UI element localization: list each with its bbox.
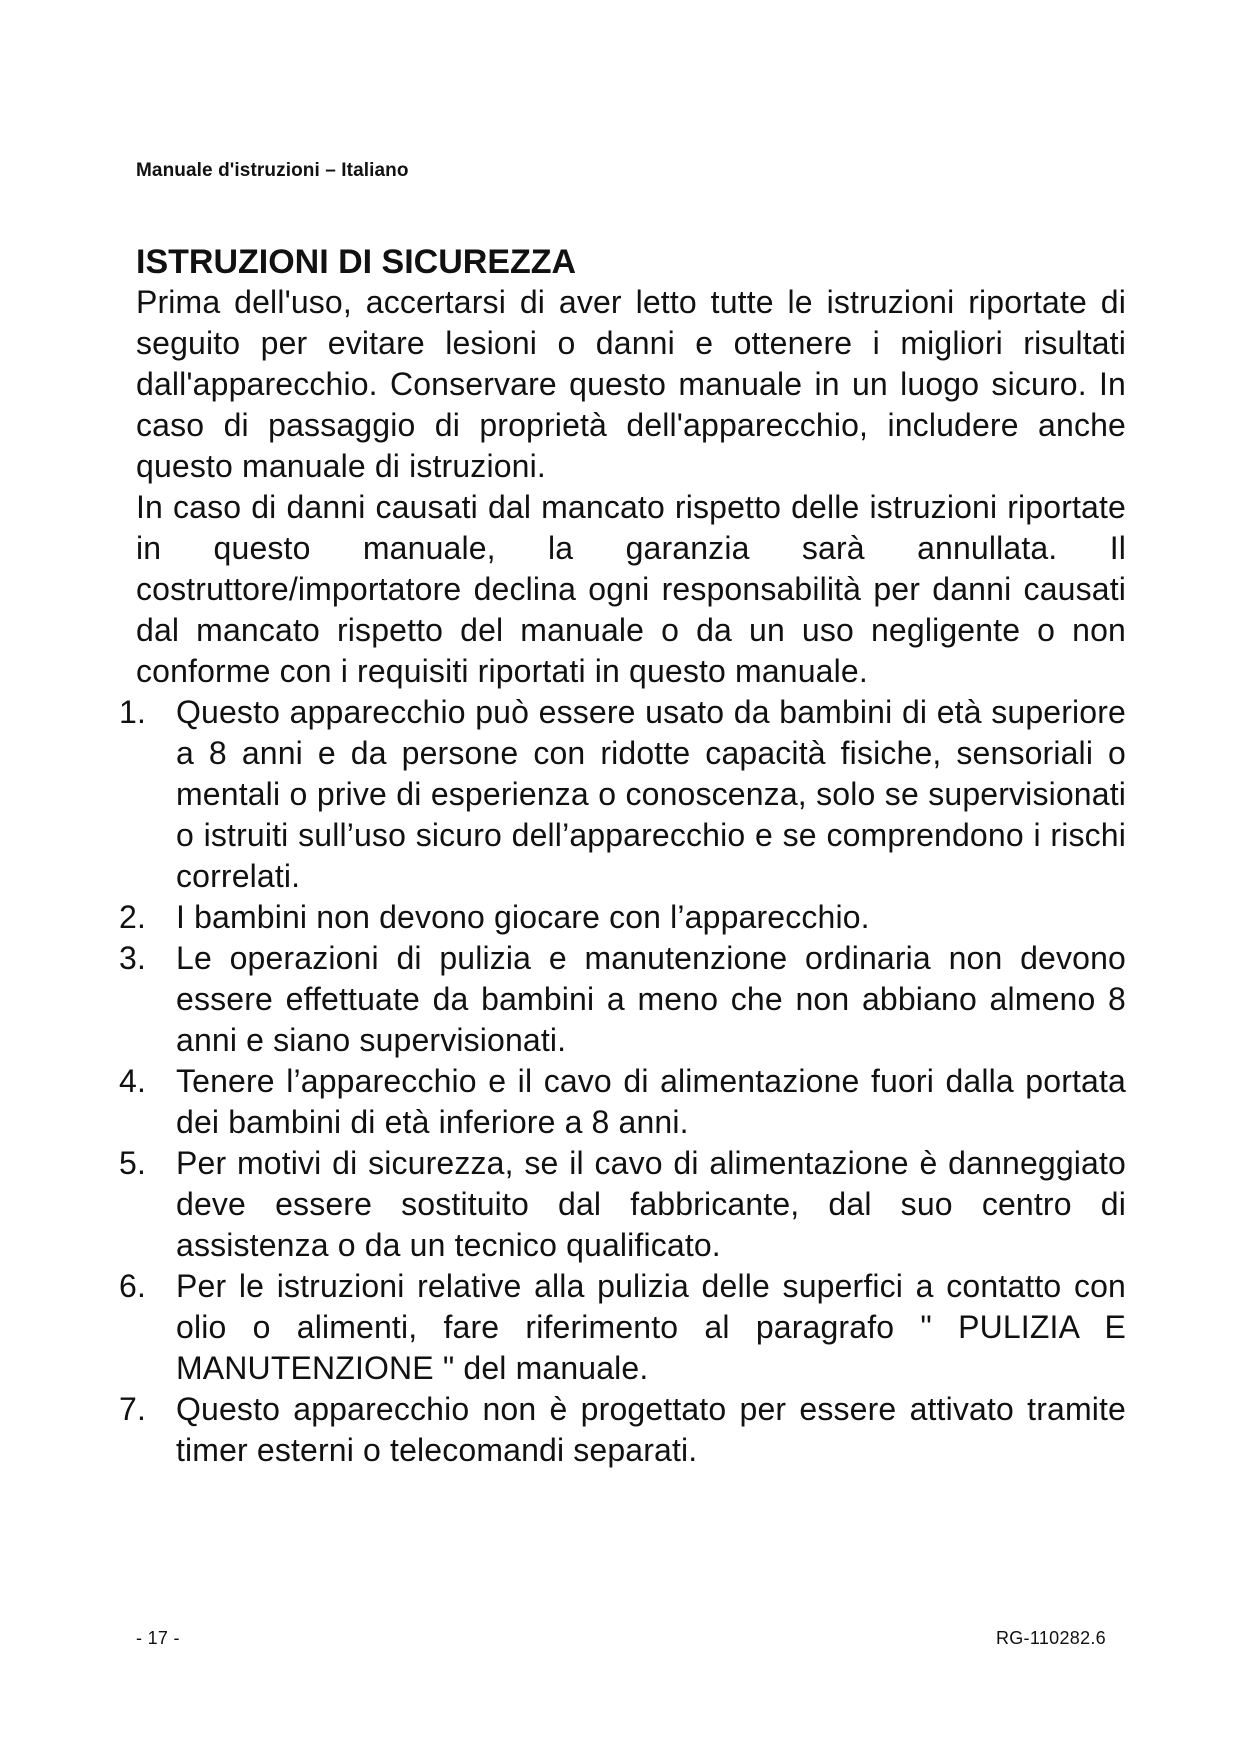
section-title: ISTRUZIONI DI SICUREZZA bbox=[136, 243, 577, 281]
list-item-text: Questo apparecchio non è progettato per essere attivato tramite timer esterni o telecomandi separati. bbox=[176, 1391, 1126, 1468]
list-item-text: Le operazioni di pulizia e manutenzione ordinaria non devono essere effettuate da bambini a meno che non abbiano almeno 8 anni e siano supervisionati. bbox=[176, 940, 1126, 1058]
warranty-paragraph: In caso di danni causati dal mancato rispetto delle istruzioni riportate in questo manuale, la garanzia sarà annullata. Il costruttore/importatore declina ogni responsabilità per danni causati dal mancato rispetto del manuale o da un uso negligente o non conforme con i requisiti riportati in questo manuale. bbox=[136, 489, 1126, 689]
list-item bbox=[119, 692, 1126, 897]
list-item-text: Per motivi di sicurezza, se il cavo di alimentazione è danneggiato deve essere sostituito dal fabbricante, dal suo centro di assistenza o da un tecnico qualificato. bbox=[176, 1145, 1126, 1263]
page-header: Manuale d'istruzioni – Italiano bbox=[136, 160, 409, 181]
list-item-text: Tenere l’apparecchio e il cavo di alimentazione fuori dalla portata dei bambini di età inferiore a 8 anni. bbox=[176, 1063, 1126, 1140]
page-content bbox=[119, 242, 1126, 1471]
list-item-number: 5. bbox=[119, 1145, 146, 1181]
list-item-number: 6. bbox=[119, 1268, 146, 1304]
document-code: RG-110282.6 bbox=[995, 1628, 1106, 1648]
list-item-number: 1. bbox=[119, 694, 146, 730]
list-item-text: Per le istruzioni relative alla pulizia delle superfici a contatto con olio o alimenti, fare riferimento al paragrafo " PULIZIA E MANUTENZIONE " del manuale. bbox=[176, 1268, 1126, 1386]
list-item bbox=[119, 1143, 1126, 1266]
list-item bbox=[119, 1266, 1126, 1389]
list-item bbox=[119, 1389, 1126, 1471]
intro-paragraph: Prima dell'uso, accertarsi di aver letto tutte le istruzioni riportate di seguito per evitare lesioni o danni e ottenere i migliori risultati dall'apparecchio. Conservare questo manuale in un luogo sicuro. In caso di passaggio di proprietà dell'apparecchio, includere anche questo manuale di istruzioni. bbox=[136, 284, 1126, 484]
list-item-text: I bambini non devono giocare con l’apparecchio. bbox=[176, 899, 870, 935]
list-item-number: 3. bbox=[119, 940, 146, 976]
page-number: - 17 - bbox=[136, 1628, 180, 1648]
list-item-text: Questo apparecchio può essere usato da bambini di età superiore a 8 anni e da persone con ridotte capacità fisiche, sensoriali o mentali o prive di esperienza o conoscenza, solo se supervisionati o istruiti sull’uso sicuro dell’apparecchio e se comprendono i rischi correlati. bbox=[176, 694, 1126, 894]
list-item-number: 7. bbox=[119, 1391, 146, 1427]
list-item-number: 2. bbox=[119, 899, 146, 935]
list-item bbox=[119, 1061, 1126, 1143]
safety-list bbox=[119, 692, 1126, 1471]
list-item bbox=[119, 897, 1126, 938]
list-item bbox=[119, 938, 1126, 1061]
list-item-number: 4. bbox=[119, 1063, 146, 1099]
